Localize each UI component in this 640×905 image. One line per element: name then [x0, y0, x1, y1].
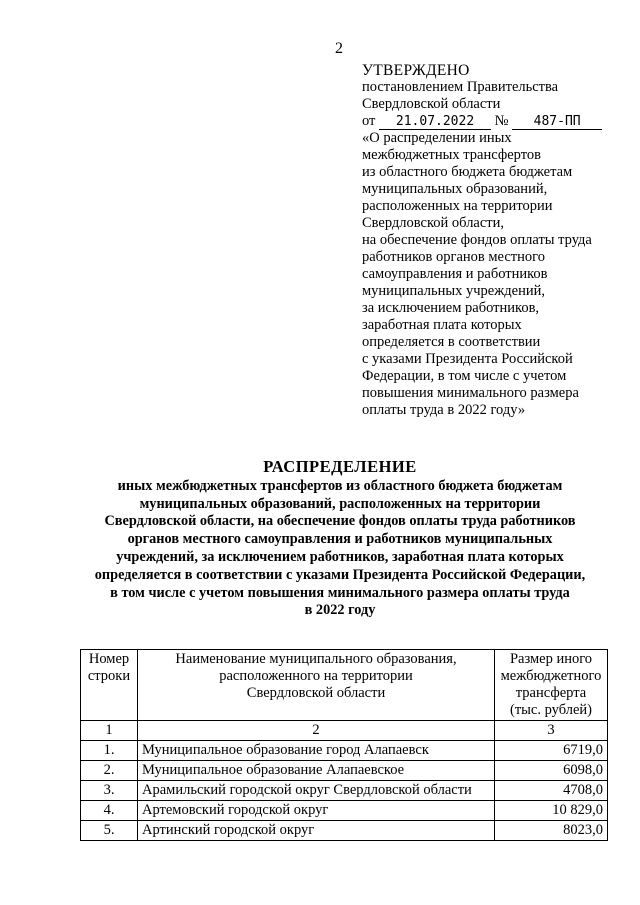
municipality-name: Артинский городской округ	[138, 821, 495, 841]
approval-block	[362, 62, 632, 419]
row-number: 3.	[81, 781, 138, 801]
header-text: Номер	[88, 651, 130, 667]
table-row	[81, 741, 608, 761]
heading-line: в 2022 году	[304, 602, 376, 619]
title-line: за исключением работников,	[362, 300, 540, 316]
transfer-amount: 8023,0	[495, 821, 608, 841]
heading-line: Свердловской области, на обеспечение фондов оплаты труда работников	[104, 513, 576, 530]
index-cell: 2	[138, 721, 495, 741]
title-line: муниципальных образований,	[362, 181, 548, 197]
index-cell: 1	[81, 721, 138, 741]
row-number: 5.	[81, 821, 138, 841]
heading-line: иных межбюджетных трансфертов из областного бюджета бюджетам	[117, 477, 563, 494]
approval-line: постановлением Правительства	[362, 79, 559, 95]
distribution-table	[80, 649, 608, 841]
title-line: определяется в соответствии	[362, 334, 541, 350]
title-line: межбюджетных трансфертов	[362, 147, 541, 163]
header-text: расположенного на территории	[219, 668, 413, 684]
title-line: работников органов местного	[362, 249, 545, 265]
title-line: из областного бюджета бюджетам	[362, 164, 573, 180]
approved-stamp-text: УТВЕРЖДЕНО	[362, 62, 470, 79]
heading-line: муниципальных образований, расположенных на территории	[139, 495, 541, 512]
table-header-row	[81, 650, 608, 721]
title-line: на обеспечение фондов оплаты труда	[362, 232, 592, 248]
header-text: межбюджетного	[500, 668, 602, 684]
title-line: заработная плата которых	[362, 317, 522, 333]
title-line: муниципальных учреждений,	[362, 283, 545, 299]
column-index-row	[81, 721, 608, 741]
title-line: расположенных на территории	[362, 198, 553, 214]
title-line: Федерации, в том числе с учетом	[362, 368, 567, 384]
table-row	[81, 781, 608, 801]
title-line: оплаты труда в 2022 году»	[362, 402, 526, 418]
number-sign: №	[494, 113, 509, 129]
header-text: трансферта	[515, 685, 587, 701]
row-number: 2.	[81, 761, 138, 781]
header-text: Размер иного	[509, 651, 593, 667]
transfer-amount: 6098,0	[495, 761, 608, 781]
header-text: (тыс. рублей)	[510, 702, 592, 718]
page-number: 2	[335, 40, 343, 57]
heading-line: учреждений, за исключением работников, заработная плата которых	[116, 548, 564, 565]
municipality-name: Муниципальное образование Алапаевское	[138, 761, 495, 781]
row-number: 1.	[81, 741, 138, 761]
header-text: строки	[87, 668, 131, 684]
index-cell: 3	[495, 721, 608, 741]
title-line: Свердловской области,	[362, 215, 505, 231]
header-amount	[495, 650, 608, 721]
header-text: Свердловской области	[246, 685, 386, 701]
heading-line: определяется в соответствии с указами Президента Российской Федерации,	[94, 566, 586, 583]
document-heading: РАСПРЕДЕЛЕНИЕ	[263, 457, 417, 476]
heading-line: в том числе с учетом повышения минимального размера оплаты труда	[110, 584, 570, 601]
municipality-name: Муниципальное образование город Алапаевск	[138, 741, 495, 761]
approval-date-line	[362, 113, 632, 130]
row-number: 4.	[81, 801, 138, 821]
approval-number: 487-ПП	[512, 115, 602, 130]
transfer-amount: 10 829,0	[495, 801, 608, 821]
title-line: повышения минимального размера	[362, 385, 579, 401]
approval-date: 21.07.2022	[379, 115, 491, 130]
header-text: Наименование муниципального образования,	[175, 651, 457, 667]
municipality-name: Арамильский городской округ Свердловской области	[138, 781, 495, 801]
title-line: самоуправления и работников	[362, 266, 548, 282]
approval-line: Свердловской области	[362, 96, 501, 112]
heading-line: органов местного самоуправления и работников муниципальных	[127, 531, 553, 548]
transfer-amount: 4708,0	[495, 781, 608, 801]
title-line: с указами Президента Российской	[362, 351, 573, 367]
table-row	[81, 821, 608, 841]
header-name	[138, 650, 495, 721]
date-prefix: от	[362, 113, 376, 129]
table-row	[81, 801, 608, 821]
title-line: «О распределении иных	[362, 130, 512, 146]
municipality-name: Артемовский городской округ	[138, 801, 495, 821]
header-number	[81, 650, 138, 721]
distribution-title-block	[70, 458, 610, 620]
table-row	[81, 761, 608, 781]
transfer-amount: 6719,0	[495, 741, 608, 761]
